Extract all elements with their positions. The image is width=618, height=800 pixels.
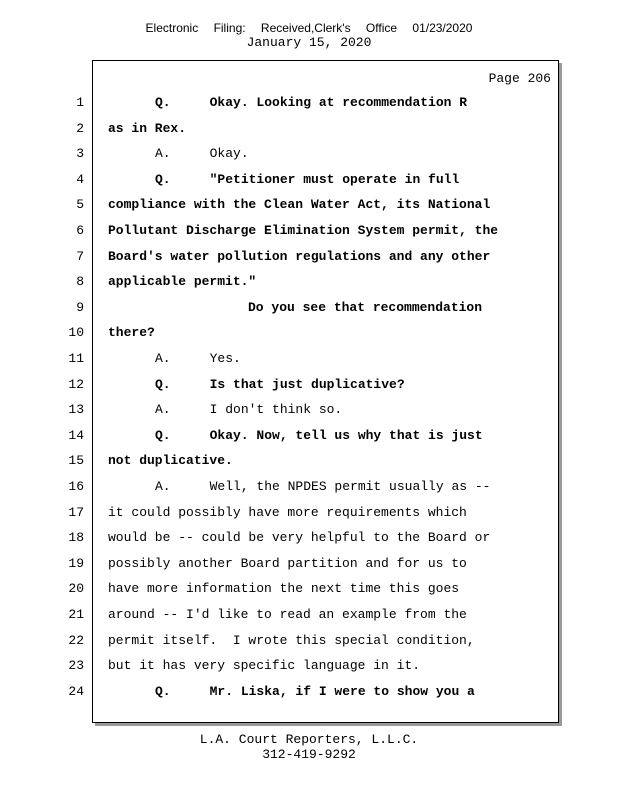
transcript-line: applicable permit."	[108, 274, 257, 289]
line-number: 22	[68, 633, 84, 648]
line-number: 6	[76, 223, 84, 238]
line-number: 17	[68, 505, 84, 520]
transcript-line: have more information the next time this goes	[108, 581, 460, 596]
line-number: 21	[68, 607, 84, 622]
line-number: 5	[76, 197, 84, 212]
line-number: 4	[76, 172, 84, 187]
transcript-line: not duplicative.	[108, 453, 233, 468]
line-number: 16	[68, 479, 84, 494]
line-number: 2	[76, 121, 84, 136]
transcript-line: Pollutant Discharge Elimination System permit, the	[108, 223, 499, 238]
transcript-line: Q. Is that just duplicative?	[155, 377, 405, 392]
transcript-line: it could possibly have more requirements which	[108, 505, 467, 520]
line-number: 18	[68, 530, 84, 545]
transcript-date: January 15, 2020	[246, 35, 372, 50]
transcript-line: compliance with the Clean Water Act, its National	[108, 197, 491, 212]
line-number: 9	[76, 300, 84, 315]
line-number: 3	[76, 146, 84, 161]
line-number: 24	[68, 684, 84, 699]
line-number: 1	[76, 95, 84, 110]
line-number: 23	[68, 658, 84, 673]
footer	[0, 732, 618, 762]
transcript-line: Q. Mr. Liska, if I were to show you a	[155, 684, 475, 699]
line-number: 10	[68, 325, 84, 340]
line-number: 20	[68, 581, 84, 596]
transcript-line: Q. "Petitioner must operate in full	[155, 172, 460, 187]
transcript-line: permit itself. I wrote this special condition,	[108, 633, 475, 648]
filing-date: 01/23/2020	[412, 21, 473, 35]
transcript-line: Board's water pollution regulations and any other	[108, 249, 491, 264]
filing-office: Office	[365, 21, 398, 35]
transcript-line: Q. Okay. Looking at recommendation R	[155, 95, 468, 110]
filing-label: Electronic	[145, 21, 199, 35]
transcript-line: as in Rex.	[108, 121, 187, 136]
transcript-line: A. Well, the NPDES permit usually as --	[155, 479, 491, 494]
filing-received: Received,Clerk's	[260, 21, 351, 35]
line-number: 19	[68, 556, 84, 571]
line-number: 15	[68, 453, 84, 468]
transcript-line: possibly another Board partition and for us to	[108, 556, 467, 571]
transcript-line: there?	[108, 325, 155, 340]
line-number: 14	[68, 428, 84, 443]
transcript-line: A. Yes.	[155, 351, 241, 366]
transcript-line: would be -- could be very helpful to the Board or	[108, 530, 491, 545]
filing-filing: Filing:	[213, 21, 246, 35]
line-number: 8	[76, 274, 84, 289]
line-number: 7	[76, 249, 84, 264]
line-number: 12	[68, 377, 84, 392]
filing-stamp	[0, 20, 618, 36]
transcript-line: but it has very specific language in it.	[108, 658, 421, 673]
transcript-line: Do you see that recommendation	[248, 300, 483, 315]
page-number: Page 206	[488, 71, 551, 86]
transcript-line: A. I don't think so.	[155, 402, 343, 417]
transcript-line: A. Okay.	[155, 146, 249, 161]
transcript-line: around -- I'd like to read an example from the	[108, 607, 467, 622]
footer-phone: 312-419-9292	[262, 747, 356, 762]
line-number: 11	[68, 351, 84, 366]
line-number: 13	[68, 402, 84, 417]
transcript-line: Q. Okay. Now, tell us why that is just	[155, 428, 483, 443]
footer-company: L.A. Court Reporters, L.L.C.	[199, 732, 419, 747]
